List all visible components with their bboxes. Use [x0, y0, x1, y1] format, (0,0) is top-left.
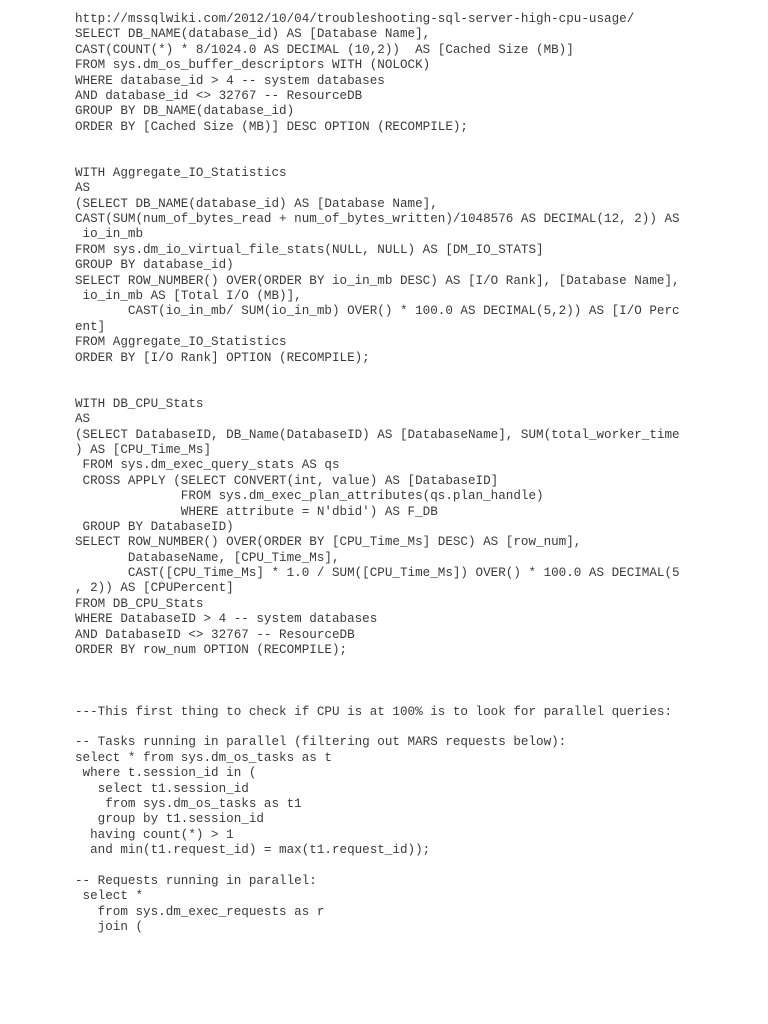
code-line: ) AS [CPU_Time_Ms] — [75, 442, 212, 457]
code-line: ---This first thing to check if CPU is at 100% is to look for parallel queries: — [75, 704, 673, 719]
code-line: AS — [75, 181, 91, 196]
code-line: SELECT DB_NAME(database_id) AS [Database Name], — [75, 27, 431, 42]
code-line: SELECT ROW_NUMBER() OVER(ORDER BY [CPU_Time_Ms] DESC) AS [row_num], — [75, 535, 582, 550]
code-line: DatabaseName, [CPU_Time_Ms], — [75, 550, 340, 565]
code-line: from sys.dm_os_tasks as t1 — [75, 796, 302, 811]
code-line: CAST(COUNT(*) * 8/1024.0 AS DECIMAL (10,2)) AS [Cached Size (MB)] — [75, 42, 574, 57]
code-line: WITH DB_CPU_Stats — [75, 396, 204, 411]
code-line — [75, 135, 725, 150]
code-line: (SELECT DB_NAME(database_id) AS [Database Name], — [75, 196, 438, 211]
code-line: GROUP BY database_id) — [75, 258, 234, 273]
code-line: select * from sys.dm_os_tasks as t — [75, 750, 332, 765]
code-line — [75, 674, 725, 689]
code-line — [75, 151, 725, 166]
code-line: from sys.dm_exec_requests as r — [75, 904, 325, 919]
code-line: -- Requests running in parallel: — [75, 873, 317, 888]
code-line: -- Tasks running in parallel (filtering out MARS requests below): — [75, 735, 567, 750]
code-line: FROM sys.dm_exec_plan_attributes(qs.plan_handle) — [75, 489, 544, 504]
code-line: ORDER BY [I/O Rank] OPTION (RECOMPILE); — [75, 350, 370, 365]
code-line: WITH Aggregate_IO_Statistics — [75, 165, 287, 180]
code-line: FROM Aggregate_IO_Statistics — [75, 335, 287, 350]
code-line: CAST([CPU_Time_Ms] * 1.0 / SUM([CPU_Time_Ms]) OVER() * 100.0 AS DECIMAL(5 — [75, 566, 680, 581]
code-line: FROM DB_CPU_Stats — [75, 596, 204, 611]
code-line — [75, 720, 725, 735]
sql-code-block — [75, 12, 725, 935]
code-line: CAST(SUM(num_of_bytes_read + num_of_bytes_written)/1048576 AS DECIMAL(12, 2)) AS — [75, 212, 680, 227]
code-line: select * — [75, 889, 144, 904]
code-line: select t1.session_id — [75, 781, 249, 796]
code-line: , 2)) AS [CPUPercent] — [75, 581, 234, 596]
code-line — [75, 858, 725, 873]
code-line — [75, 658, 725, 673]
code-line: http://mssqlwiki.com/2012/10/04/troubleshooting-sql-server-high-cpu-usage/ — [75, 12, 635, 26]
code-line: GROUP BY DatabaseID) — [75, 519, 234, 534]
code-line: GROUP BY DB_NAME(database_id) — [75, 104, 295, 119]
code-line: group by t1.session_id — [75, 812, 264, 827]
code-line — [75, 366, 725, 381]
code-line: ORDER BY row_num OPTION (RECOMPILE); — [75, 643, 348, 658]
code-line: WHERE DatabaseID > 4 -- system databases — [75, 612, 378, 627]
code-line: io_in_mb AS [Total I/O (MB)], — [75, 289, 302, 304]
code-line: AND DatabaseID <> 32767 -- ResourceDB — [75, 627, 355, 642]
code-line: ent] — [75, 319, 106, 334]
code-line: FROM sys.dm_exec_query_stats AS qs — [75, 458, 340, 473]
code-line: WHERE attribute = N'dbid') AS F_DB — [75, 504, 438, 519]
code-line: ORDER BY [Cached Size (MB)] DESC OPTION (RECOMPILE); — [75, 119, 468, 134]
code-line — [75, 381, 725, 396]
code-line: WHERE database_id > 4 -- system databases — [75, 73, 385, 88]
code-line: SELECT ROW_NUMBER() OVER(ORDER BY io_in_mb DESC) AS [I/O Rank], [Database Name], — [75, 273, 680, 288]
code-line: CAST(io_in_mb/ SUM(io_in_mb) OVER() * 100.0 AS DECIMAL(5,2)) AS [I/O Perc — [75, 304, 680, 319]
code-line — [75, 689, 725, 704]
code-line: (SELECT DatabaseID, DB_Name(DatabaseID) AS [DatabaseName], SUM(total_worker_time — [75, 427, 680, 442]
code-line: AS — [75, 412, 91, 427]
code-line: CROSS APPLY (SELECT CONVERT(int, value) AS [DatabaseID] — [75, 473, 499, 488]
code-line: FROM sys.dm_io_virtual_file_stats(NULL, NULL) AS [DM_IO_STATS] — [75, 242, 544, 257]
code-line: io_in_mb — [75, 227, 144, 242]
code-line: join ( — [75, 920, 144, 935]
code-line: AND database_id <> 32767 -- ResourceDB — [75, 88, 363, 103]
code-line: having count(*) > 1 — [75, 827, 234, 842]
code-line: and min(t1.request_id) = max(t1.request_id)); — [75, 843, 431, 858]
code-line: where t.session_id in ( — [75, 766, 257, 781]
code-line: FROM sys.dm_os_buffer_descriptors WITH (NOLOCK) — [75, 58, 431, 73]
